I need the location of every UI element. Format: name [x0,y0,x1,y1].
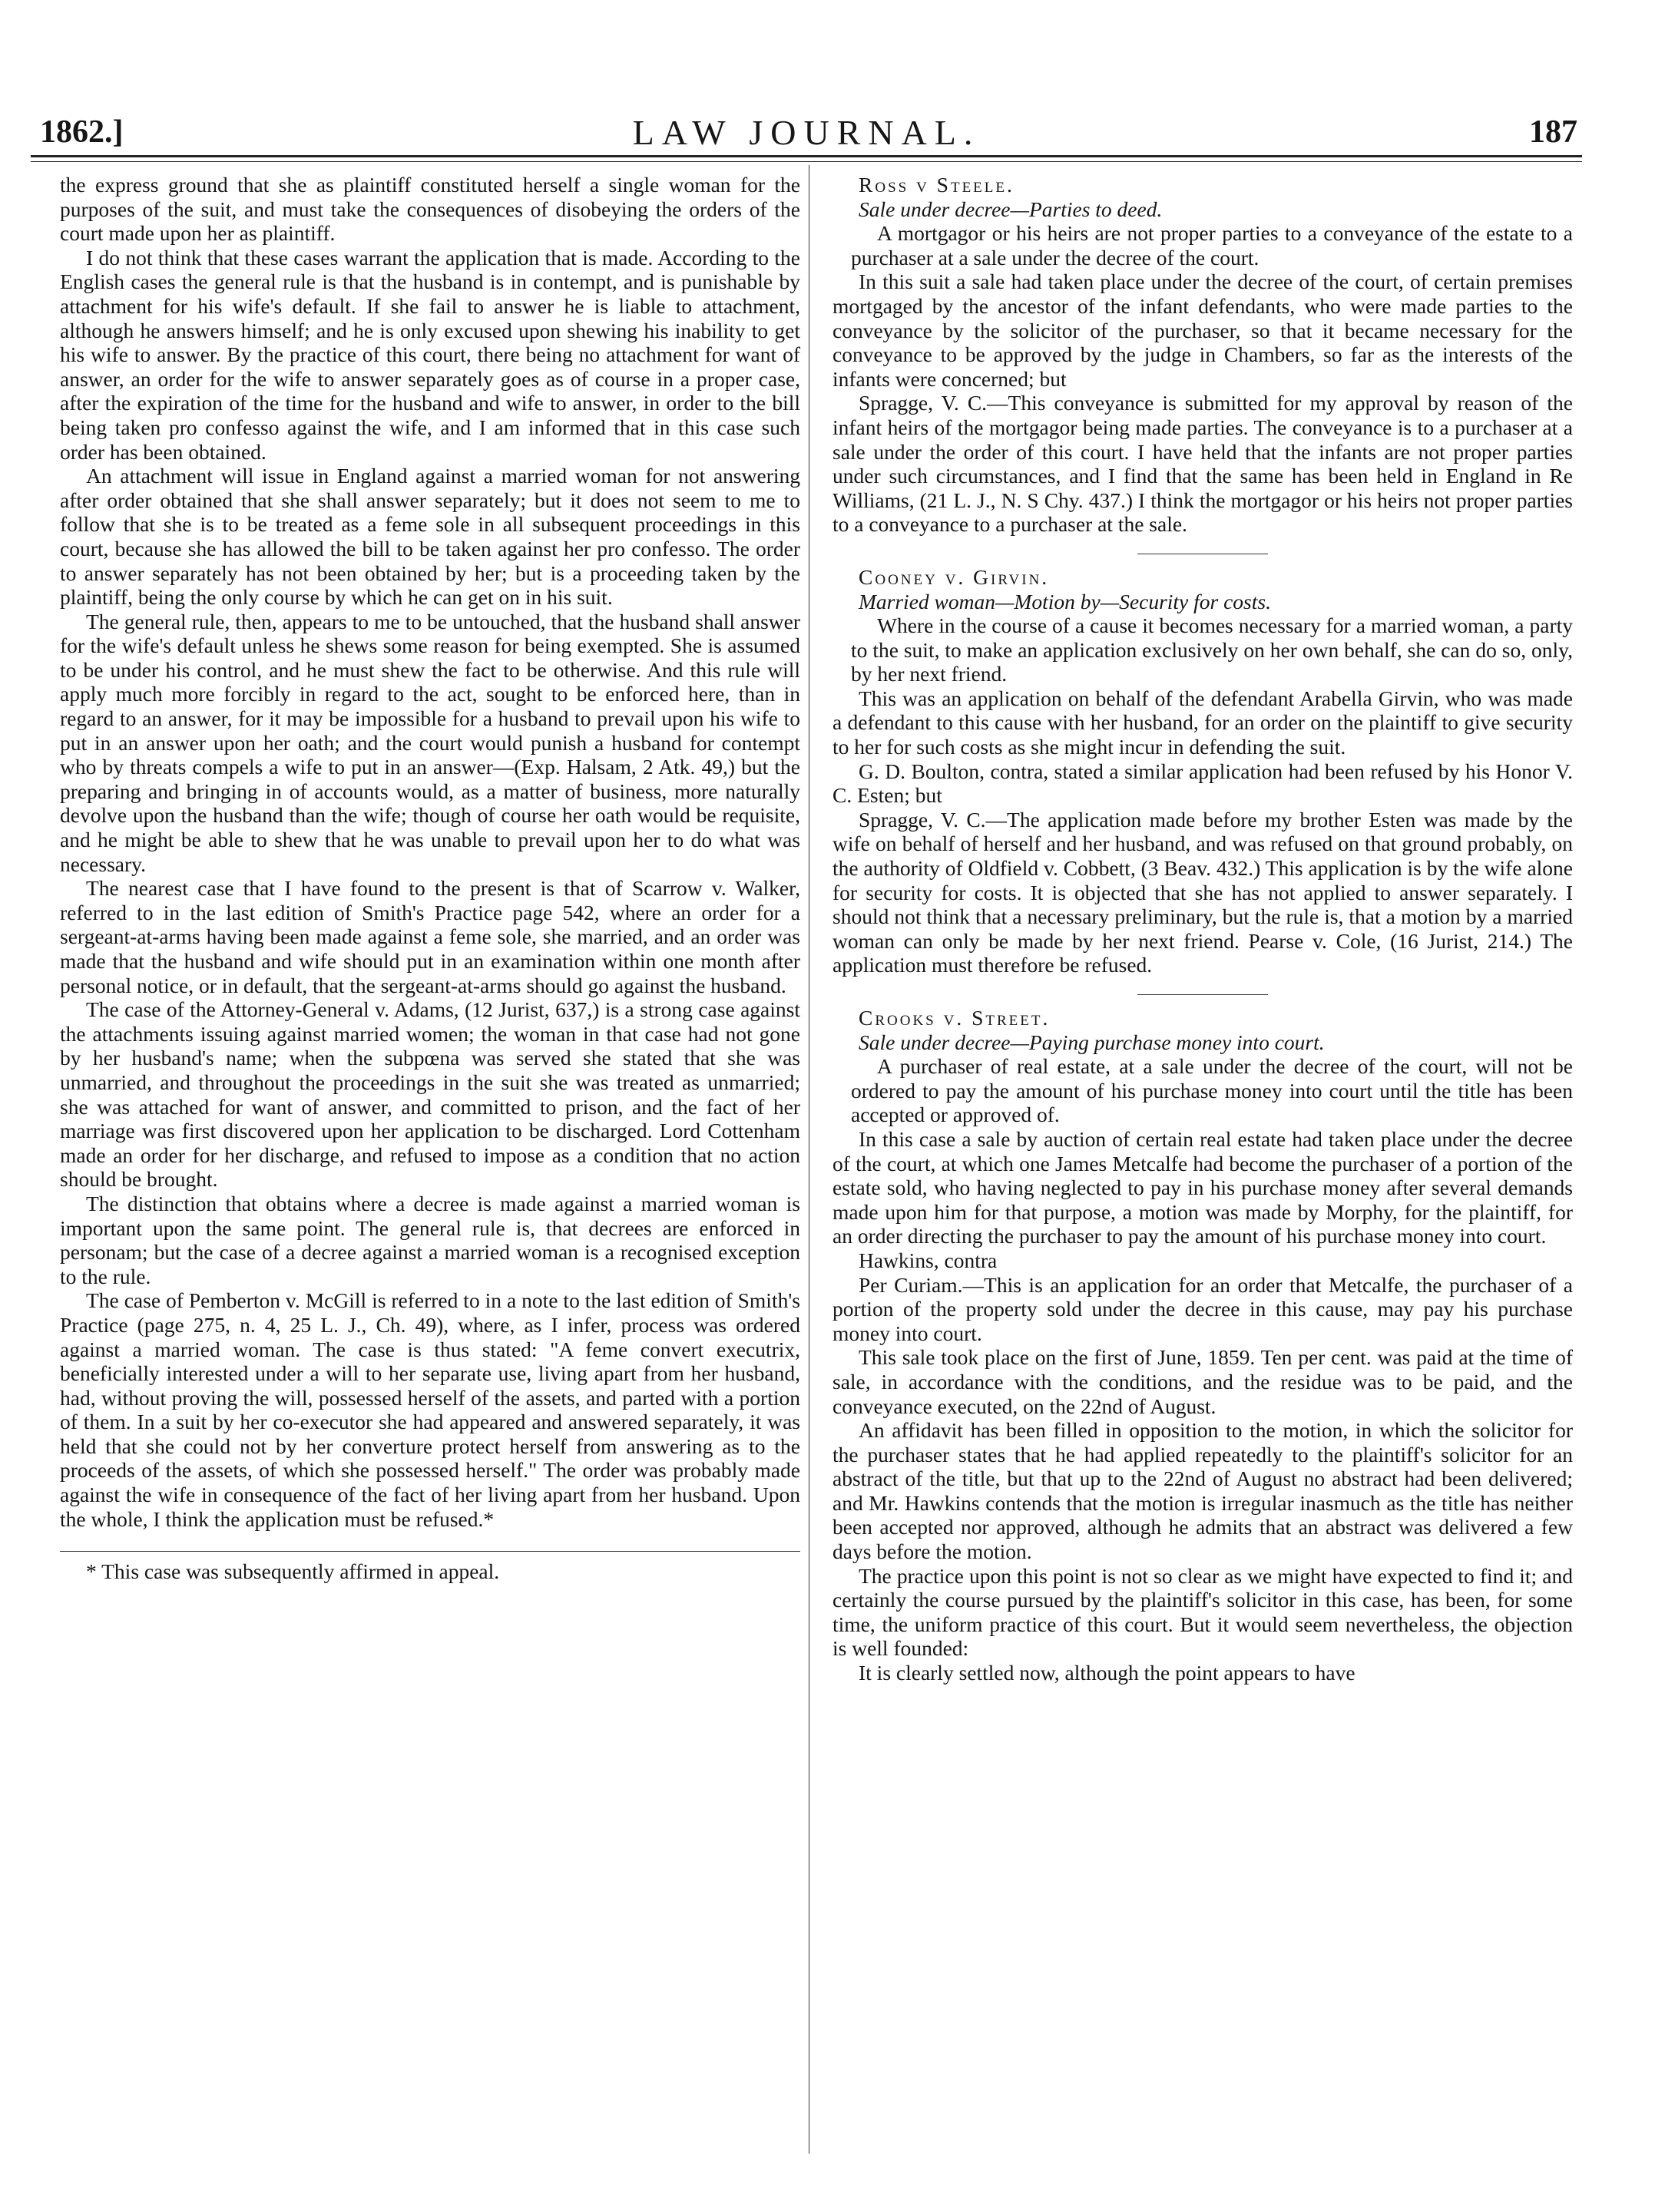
body-paragraph: An attachment will issue in England against a married woman for not answering after order obtained that she shall answer separately; but it does not seem to me to follow that she is to be treated as a feme sole in all subsequent proceedings in this court, because she has allowed the bill to be taken against her pro confesso. The order to answer separately has not been obtained by her; but is a proceeding taken by the plaintiff, being the only course by which he can get on in his suit. [60,464,800,610]
body-paragraph: Spragge, V. C.—This conveyance is submitted for my approval by reason of the infant heirs of the mortgagor being made parties. The conveyance is to a purchaser at a sale under the order of this court. I have held that the infants are not proper parties under such circumstances, and I find that the same has been held in England in Re Williams, (21 L. J., N. S Chy. 437.) I think the mortgagor or his heirs not proper parties to a conveyance to a purchaser at the sale. [832,391,1573,537]
right-column [832,173,1573,1685]
body-paragraph: The case of Pemberton v. McGill is referred to in a note to the last edition of Smith's Practice (page 275, n. 4, 25 L. J., Ch. 49), where, as I infer, process was ordered against a married woman. The case is thus stated: "A feme convert executrix, beneficially interested under a will to her separate use, living apart from her husband, had, without proving the will, possessed herself of the assets, and parted with a portion of them. In a suit by her co-executor she had appeared and answered separately, it was held that she could not by her converture protect herself from answering as to the proceeds of the assets, of which she possessed herself." The order was probably made against the wife in consequence of the fact of her living apart from her husband. Upon the whole, I think the application must be refused.* [60,1288,800,1531]
header-year: 1862.] [40,114,124,150]
body-paragraph: It is clearly settled now, although the point appears to have [859,1661,1356,1685]
body-paragraph: Spragge, V. C.—The application made before my brother Esten was made by the wife on behalf of herself and her husband, and was refused on that ground probably, on the authority of Oldfield v. Cobbett, (3 Beav. 432.) This application is by the wife alone for security for costs. It is objected that she has not applied to answer separately. I should not think that a necessary preliminary, but the rule is, that a motion by a married woman can only be made by her next friend. Pearse v. Cole, (16 Jurist, 214.) The application must therefore be refused. [832,807,1573,977]
case-ross-v-steele [832,173,1573,537]
case-headnote: Where in the course of a cause it becomes necessary for a married woman, a party to the suit, to make an application exclusively on her own behalf, she can do so, only, by her next friend. [851,613,1573,686]
case-title: Crooks v. Street. [859,1006,1051,1030]
body-paragraph: In this suit a sale had taken place under the decree of the court, of certain premises mortgaged by the ancestor of the infant defendants, who were made parties to the conveyance by the solicitor of the purchaser, so that it became necessary for the conveyance to be approved by the judge in Chambers, so far as the interests of the infants were concerned; but [832,269,1573,391]
running-head [31,109,1582,157]
body-paragraph: The case of the Attorney-General v. Adams, (12 Jurist, 637,) is a strong case against the attachments issuing against married women; the woman in that case had not gone by her husband's name; when the subpœna was served she stated that she was unmarried, and throughout the proceedings in the suit she was treated as unmarried; she was attached for want of answer, and committed to prison, and the fact of her marriage was first discovered upon her application to be discharged. Lord Cottenham made an order for her discharge, and refused to impose as a condition that no action should be brought. [60,997,800,1192]
case-subtitle: Sale under decree—Paying purchase money into court. [859,1030,1325,1054]
body-paragraph: The nearest case that I have found to the present is that of Scarrow v. Walker, referred to in the last edition of Smith's Practice page 542, where an order for a sergeant-at-arms having been made against a feme sole, she married, and an order was made that the husband and wife should put in an examination within one month after personal notice, or in default, that the sergeant-at-arms should go against the husband. [60,876,800,997]
journal-title: LAW JOURNAL. [632,113,981,152]
case-crooks-v-street [832,1006,1573,1685]
header-rule [31,161,1582,162]
body-paragraph: the express ground that she as plaintiff constituted herself a single woman for the purposes of the suit, and must take the consequences of disobeying the orders of the court made upon her as plaintiff. [60,173,800,246]
footnote-rule [60,1551,800,1552]
body-paragraph: An affidavit has been filled in opposition to the motion, in which the solicitor for the purchaser states that he had applied repeatedly to the plaintiff's solicitor for an abstract of the title, but that up to the 22nd of August no abstract had been delivered; and Mr. Hawkins contends that the motion is irregular inasmuch as the title has neither been accepted nor approved, although he admits that an abstract was delivered a few days before the motion. [832,1418,1573,1564]
body-paragraph: Per Curiam.—This is an application for an order that Metcalfe, the purchaser of a portion of the property sold under the decree in this cause, may pay his purchase money into court. [832,1272,1573,1345]
case-headnote: A purchaser of real estate, at a sale under the decree of the court, will not be ordered to pay the amount of his purchase money into court until the title has been accepted or approved of. [851,1054,1573,1127]
case-cooney-v-girvin [832,565,1573,977]
body-paragraph: G. D. Boulton, contra, stated a similar application had been refused by his Honor V. C. Esten; but [832,759,1573,808]
body-paragraph: This sale took place on the first of June, 1859. Ten per cent. was paid at the time of sale, in accordance with the conditions, and the residue was to be paid, and the conveyance executed, on the 22nd of August. [832,1345,1573,1418]
body-paragraph: This was an application on behalf of the defendant Arabella Girvin, who was made a defendant to this cause with her husband, for an order on the plaintiff to give security to her for such costs as she might incur in defending the suit. [832,686,1573,759]
body-paragraph: I do not think that these cases warrant the application that is made. According to the English cases the general rule is that the husband is in contempt, and is punishable by attachment for his wife's default. If she fail to answer he is liable to attachment, although he answers himself; and he is only excused upon shewing his inability to get his wife to answer. By the practice of this court, there being no attachment for want of answer, an order for the wife to answer separately goes as of course in a proper case, after the expiration of the time for the husband and wife to answer, in order to the bill being taken pro confesso against the wife, and I am informed that in this case such order has been obtained. [60,245,800,464]
body-paragraph: The general rule, then, appears to me to be untouched, that the husband shall answer for the wife's default unless he shews some reason for being exempted. She is assumed to be under his control, and he must shew the fact to be otherwise. And this rule will apply much more forcibly in regard to the act, sought to be enforced here, than in regard to an answer, for it may be impossible for a husband to prevail upon his wife to put in an answer upon her oath; and the court would punish a husband for contempt who by threats compels a wife to put in an answer—(Exp. Halsam, 2 Atk. 49,) but the preparing and bringing in of accounts would, as a matter of business, more naturally devolve upon the husband than the wife; though of course her oath would be requisite, and he might be able to shew that he was unable to prevail upon her to do what was necessary. [60,609,800,876]
case-title: Cooney v. Girvin. [859,564,1050,589]
body-paragraph: The practice upon this point is not so clear as we might have expected to find it; and certainly the course pursued by the plaintiff's solicitor in this case, has been, for some time, the uniform practice of this court. But it would seem nevertheless, the objection is well founded: [832,1563,1573,1661]
case-title: Ross v Steele. [859,173,1015,197]
case-subtitle: Sale under decree—Parties to deed. [859,197,1163,221]
case-subtitle: Married woman—Motion by—Security for costs. [859,589,1271,613]
body-paragraph: Hawkins, contra [859,1248,998,1272]
case-headnote: A mortgagor or his heirs are not proper parties to a conveyance of the estate to a purchaser at a sale under the decree of the court. [851,221,1573,269]
page-number: 187 [1529,114,1577,150]
body-paragraph: In this case a sale by auction of certain real estate had taken place under the decree of the court, at which one James Metcalfe had become the purchaser of a portion of the estate sold, who having neglected to pay in his purchase money after several demands made upon him for that purpose, a motion was made by Morphy, for the plaintiff, for an order directing the purchaser to pay the amount of his purchase money into court. [832,1126,1573,1248]
body-paragraph: The distinction that obtains where a decree is made against a married woman is important upon the same point. The general rule is, that decrees are enforced in personam; but the case of a decree against a married woman is a recognised exception to the rule. [60,1191,800,1288]
case-separator [1137,994,1268,995]
left-column [60,173,800,1584]
footnote: * This case was subsequently affirmed in appeal. [86,1559,500,1584]
